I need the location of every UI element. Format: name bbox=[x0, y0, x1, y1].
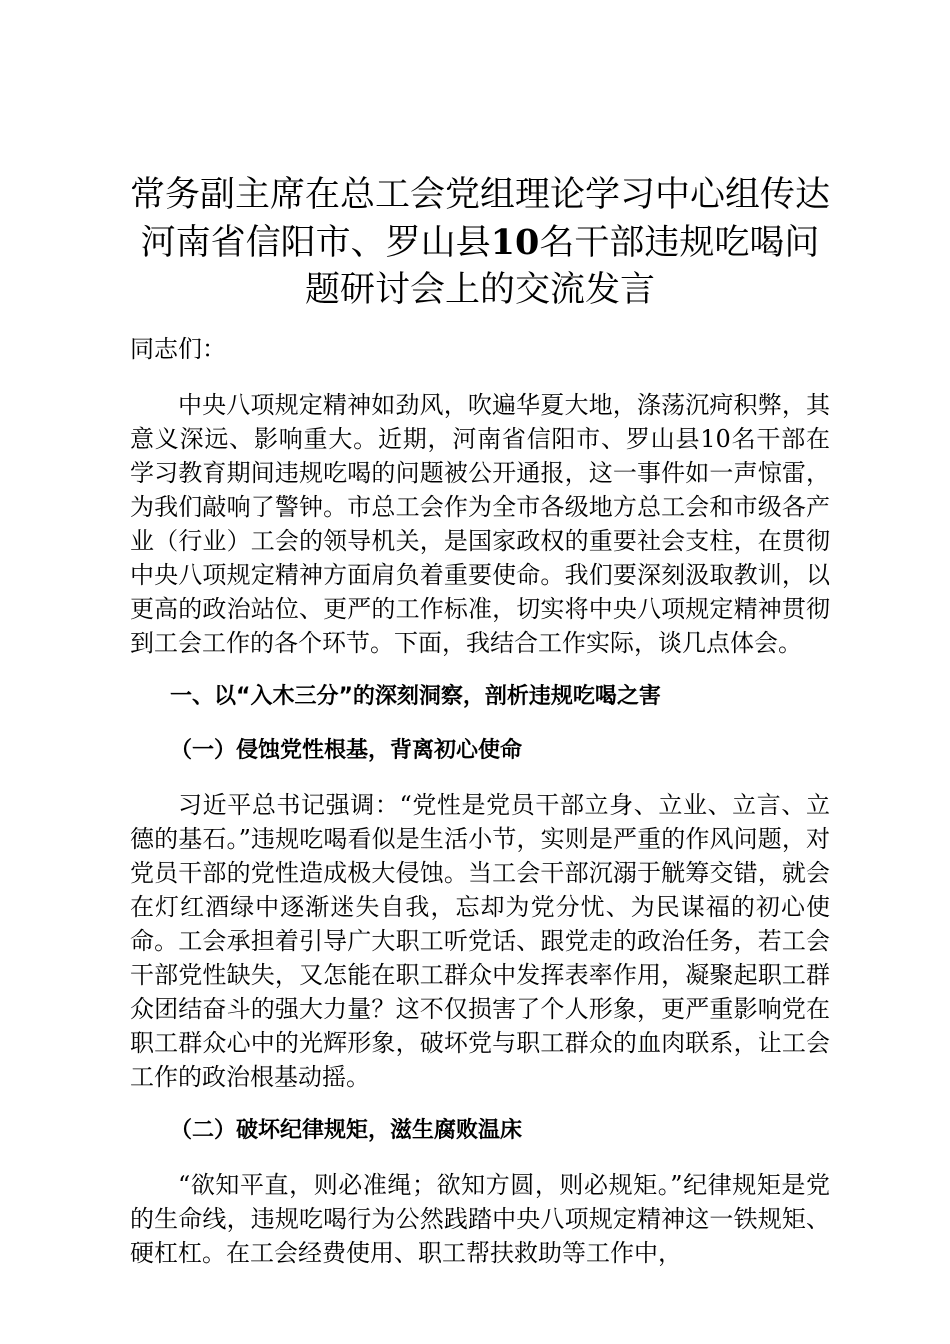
title-part-2: 名干部违规吃喝问题研讨会上的交流发言 bbox=[304, 223, 820, 310]
section-1-heading: 一、以“入木三分”的深刻洞察，剖析违规吃喝之害 bbox=[170, 684, 661, 709]
salutation: 同志们： bbox=[130, 335, 226, 363]
document-page bbox=[130, 172, 830, 1290]
title-number: 10 bbox=[490, 222, 540, 263]
subsection-1-heading: （一）侵蚀党性根基，背离初心使命 bbox=[170, 738, 523, 763]
document-title bbox=[130, 172, 830, 314]
intro-paragraph: 中央八项规定精神如劲风，吹遍华夏大地，涤荡沉疴积弊，其意义深远、影响重大。近期，河南省信阳市、罗山县10名干部在学习教育期间违规吃喝的问题被公开通报，这一事件如一声惊雷，为我们敲响了警钟。市总工会作为全市各级地方总工会和市级各产业（行业）工会的领导机关，是国家政权的重要社会支柱，在贯彻中央八项规定精神方面肩负着重要使命。我们要深刻汲取教训，以更高的政治站位、更严的工作标准，切实将中央八项规定精神贯彻到工会工作的各个环节。下面，我结合工作实际，谈几点体会。 bbox=[130, 391, 830, 657]
title-part-1: 常务副主席在总工会党组理论学习中心组传达河南省信阳市、罗山县 bbox=[130, 175, 831, 263]
subsection-2-heading: （二）破坏纪律规矩，滋生腐败温床 bbox=[170, 1118, 523, 1143]
subsection-2-paragraph: “欲知平直，则必准绳；欲知方圆，则必规矩。”纪律规矩是党的生命线，违规吃喝行为公然践踏中央八项规定精神这一铁规矩、硬杠杠。在工会经费使用、职工帮扶救助等工作中， bbox=[130, 1171, 830, 1267]
subsection-1-paragraph: 习近平总书记强调：“党性是党员干部立身、立业、立言、立德的基石。”违规吃喝看似是生活小节，实则是严重的作风问题，对党员干部的党性造成极大侵蚀。当工会干部沉溺于觥筹交错，就会在灯红酒绿中逐渐迷失自我，忘却为党分忧、为民谋福的初心使命。工会承担着引导广大职工听党话、跟党走的政治任务，若工会干部党性缺失，又怎能在职工群众中发挥表率作用，凝聚起职工群众团结奋斗的强大力量？这不仅损害了个人形象，更严重影响党在职工群众心中的光辉形象，破坏党与职工群众的血肉联系，让工会工作的政治根基动摇。 bbox=[130, 791, 830, 1091]
